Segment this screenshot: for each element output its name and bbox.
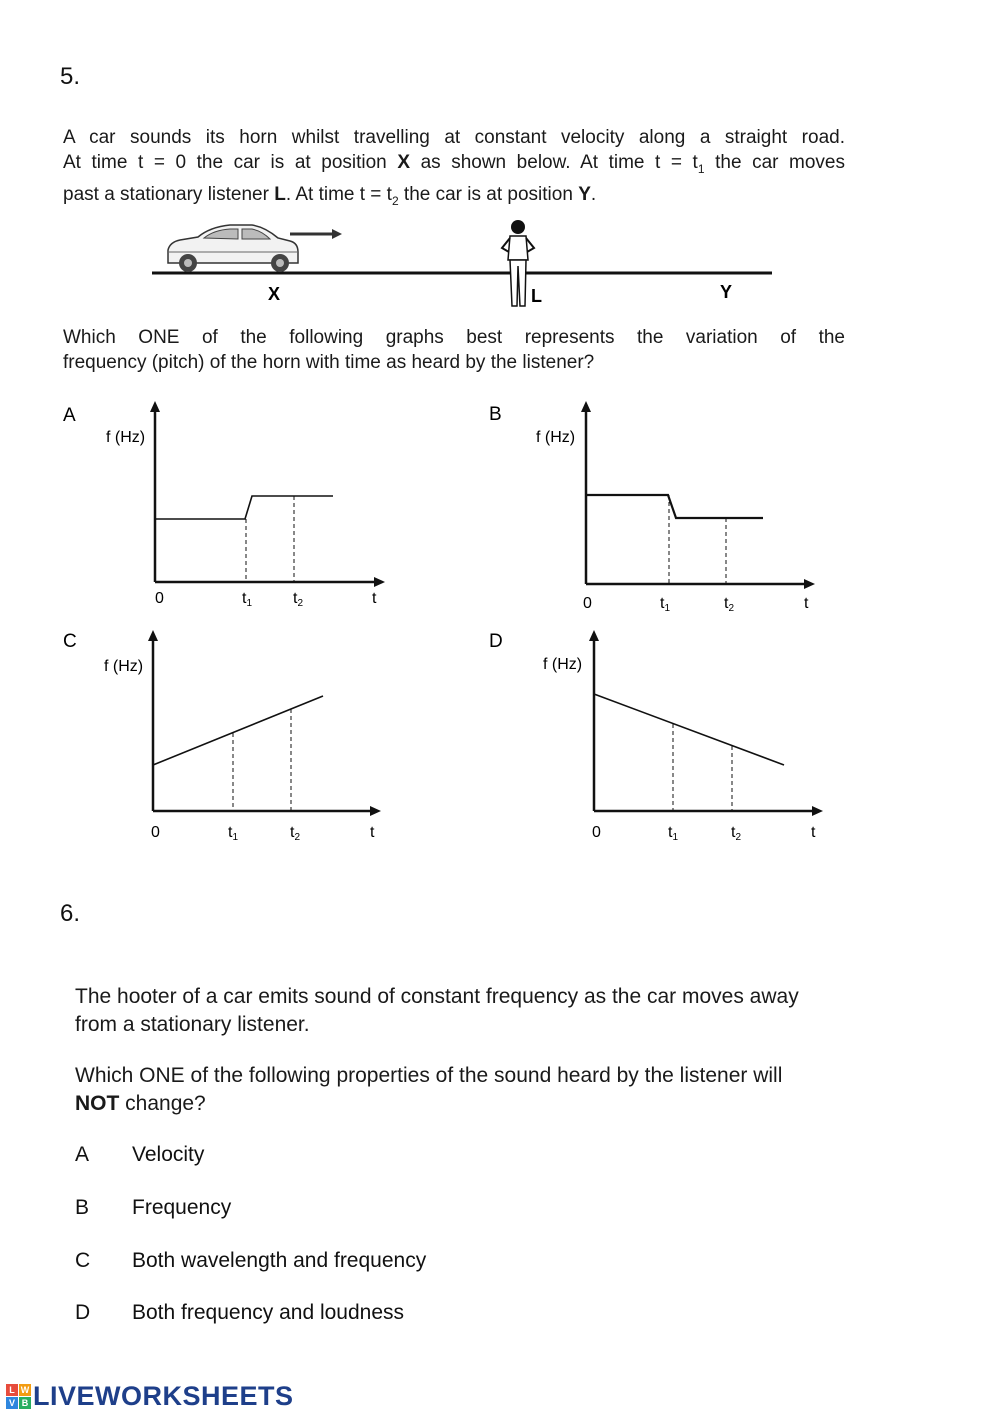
road-diagram: [140, 210, 790, 310]
x-axis-label: t: [372, 590, 377, 607]
prompt-line-2: frequency (pitch) of the horn with time as heard by the listener?: [63, 352, 595, 373]
graph-b[interactable]: [486, 398, 831, 620]
x-axis-label: t: [804, 595, 809, 612]
intro-line-3: past a stationary listener L. At time $t = t_2$ the car is at position Y.: [63, 183, 597, 208]
stem-line-2: from a stationary listener.: [75, 1013, 310, 1036]
y-axis-arrow: [581, 401, 591, 412]
position-y-label: Y: [720, 282, 733, 302]
graph-letter: C: [63, 631, 77, 652]
frequency-curve: [155, 496, 333, 519]
frequency-curve: [586, 495, 763, 518]
option-letter: B: [75, 1196, 90, 1219]
graph-letter: A: [63, 405, 76, 426]
question-5-intro: [63, 125, 845, 214]
frequency-curve: [594, 694, 784, 765]
graph-letter: D: [489, 631, 503, 652]
t1-label: t1: [668, 824, 679, 843]
y-axis-arrow: [150, 401, 160, 412]
origin-label: 0: [592, 824, 601, 841]
x-axis-arrow: [804, 579, 815, 589]
y-axis-label: f (Hz): [106, 429, 146, 446]
t1-label: t1: [242, 590, 253, 609]
liveworksheets-logo[interactable]: [6, 1381, 294, 1412]
graph-letter: B: [489, 404, 502, 425]
logo-badge-icon: L W V B: [6, 1384, 31, 1409]
option-text: Both wavelength and frequency: [132, 1249, 427, 1272]
question-6-number: 6.: [60, 900, 81, 927]
prompt-line-1: Which ONE of the following properties of the sound heard by the listener will: [75, 1064, 783, 1087]
prompt-line-1: Which ONE of the following graphs best represents the variation of the: [63, 327, 845, 348]
stem-line-1: The hooter of a car emits sound of constant frequency as the car moves away: [75, 985, 799, 1008]
graph-c[interactable]: [60, 625, 400, 847]
x-axis-arrow: [812, 806, 823, 816]
option-letter: C: [75, 1249, 91, 1272]
option-letter: A: [75, 1143, 90, 1166]
direction-arrow-icon: [290, 229, 342, 239]
intro-line-1: A car sounds its horn whilst travelling at constant velocity along a straight road.: [63, 127, 845, 148]
origin-label: 0: [151, 824, 160, 841]
option-text: Velocity: [132, 1143, 205, 1166]
x-axis-label: t: [370, 824, 375, 841]
y-axis-label: f (Hz): [104, 658, 144, 675]
question-6-stem: [75, 983, 875, 1039]
origin-label: 0: [155, 590, 164, 607]
origin-label: 0: [583, 595, 592, 612]
prompt-line-2: NOT change?: [75, 1092, 206, 1115]
car-icon: [168, 225, 298, 272]
option-text: Frequency: [132, 1196, 232, 1219]
t2-label: t2: [293, 590, 304, 609]
x-axis-arrow: [374, 577, 385, 587]
intro-line-2: At time t = 0 the car is at position X as shown below. At time $t = t_1$ the car moves: [63, 152, 845, 176]
frequency-curve: [153, 696, 323, 765]
logo-text: LIVEWORKSHEETS: [33, 1381, 294, 1411]
y-axis-arrow: [589, 630, 599, 641]
t2-label: t2: [731, 824, 742, 843]
position-x-label: X: [268, 284, 281, 304]
graph-d[interactable]: [486, 625, 831, 847]
question-6-prompt: [75, 1062, 875, 1118]
x-axis-arrow: [370, 806, 381, 816]
question-5-prompt: [63, 325, 845, 375]
y-axis-label: f (Hz): [536, 429, 576, 446]
option-text: Both frequency and loudness: [132, 1301, 405, 1324]
listener-l-label: L: [531, 286, 542, 306]
option-letter: D: [75, 1301, 91, 1324]
y-axis-arrow: [148, 630, 158, 641]
graph-a[interactable]: [60, 398, 400, 618]
x-axis-label: t: [811, 824, 816, 841]
y-axis-label: f (Hz): [543, 656, 583, 673]
question-5-number: 5.: [60, 63, 81, 90]
t1-label: t1: [660, 595, 671, 614]
t2-label: t2: [290, 824, 301, 843]
t2-label: t2: [724, 595, 735, 614]
t1-label: t1: [228, 824, 239, 843]
listener-icon: [502, 220, 534, 306]
